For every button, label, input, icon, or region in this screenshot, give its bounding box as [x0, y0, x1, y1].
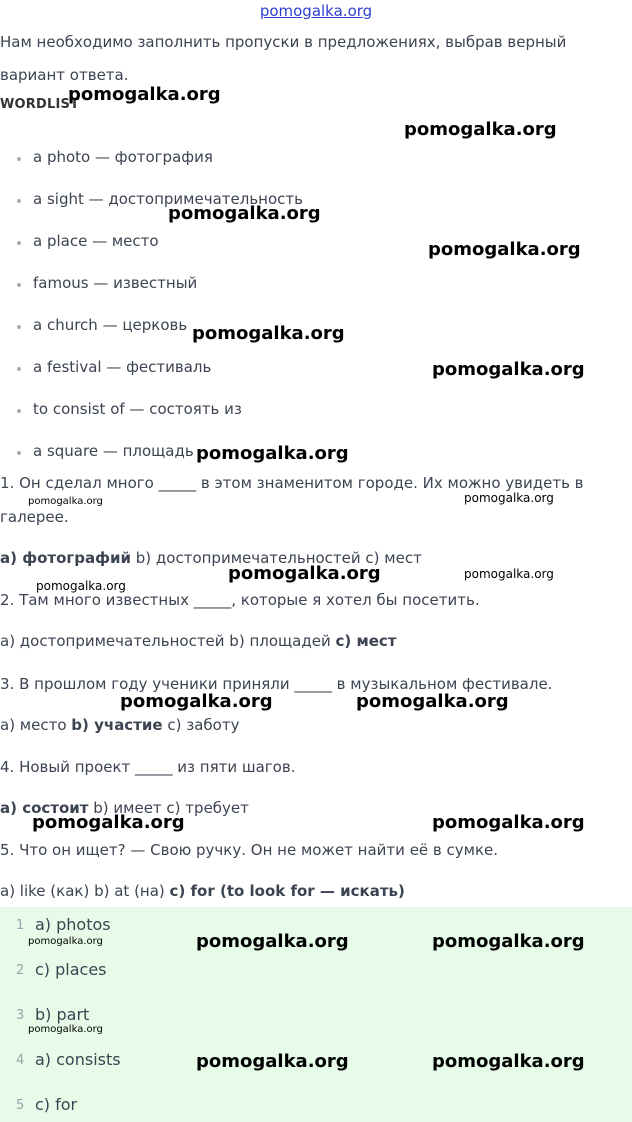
question-5-text: 5. Что он ищет? — Свою ручку. Он не может найти её в сумке. — [0, 841, 499, 859]
watermark: pomogalka.org — [28, 1024, 103, 1035]
wordlist-item: a place — место — [33, 232, 159, 250]
watermark: pomogalka.org — [120, 691, 273, 712]
question-3-options — [0, 716, 239, 734]
watermark: pomogalka.org — [28, 936, 103, 947]
answer-number: 2 — [16, 963, 25, 978]
answer-number: 5 — [16, 1098, 25, 1113]
option-correct: а) состоит — [0, 799, 89, 817]
watermark: pomogalka.org — [432, 812, 585, 833]
bullet-icon — [17, 199, 21, 203]
watermark: pomogalka.org — [196, 931, 349, 952]
watermark: pomogalka.org — [428, 239, 581, 260]
question-1-text-cont: галерее. — [0, 508, 69, 526]
answer-number: 3 — [16, 1008, 25, 1023]
watermark: pomogalka.org — [28, 496, 103, 507]
watermark: pomogalka.org — [356, 691, 509, 712]
watermark: pomogalka.org — [196, 1051, 349, 1072]
answer-text: b) part — [35, 1005, 90, 1024]
watermark: pomogalka.org — [168, 203, 321, 224]
wordlist-item: a sight — достопримечательность — [33, 190, 303, 208]
option-correct: c) мест — [335, 632, 397, 650]
watermark: pomogalka.org — [68, 84, 221, 105]
option-rest: c) заботу — [162, 716, 240, 734]
option-correct: c) for (to look for — искать) — [169, 882, 405, 900]
answer-number: 1 — [16, 918, 25, 933]
bullet-icon — [17, 367, 21, 371]
answer-number: 4 — [16, 1053, 25, 1068]
option-rest: а) достопримечательностей b) площадей — [0, 632, 336, 650]
answer-text: c) places — [35, 960, 107, 979]
wordlist-item: a square — площадь — [33, 442, 194, 460]
watermark: pomogalka.org — [192, 323, 345, 344]
watermark: pomogalka.org — [464, 567, 554, 581]
watermark: pomogalka.org — [228, 563, 381, 584]
watermark: pomogalka.org — [196, 443, 349, 464]
question-4-text: 4. Новый проект _____ из пяти шагов. — [0, 758, 296, 776]
wordlist-item: famous — известный — [33, 274, 198, 292]
bullet-icon — [17, 325, 21, 329]
watermark: pomogalka.org — [432, 931, 585, 952]
watermark: pomogalka.org — [404, 119, 557, 140]
answer-text: a) consists — [35, 1050, 121, 1069]
intro-line-1: Нам необходимо заполнить пропуски в предложениях, выбрав верный — [0, 33, 567, 51]
answer-text: a) photos — [35, 915, 111, 934]
option-correct: b) участие — [71, 716, 163, 734]
watermark: pomogalka.org — [432, 1051, 585, 1072]
option-rest: b) достопримечательностей c) мест — [131, 549, 422, 567]
bullet-icon — [17, 283, 21, 287]
question-5-options — [0, 882, 405, 900]
wordlist-item: a photo — фотография — [33, 148, 213, 166]
bullet-icon — [17, 157, 21, 161]
bullet-icon — [17, 409, 21, 413]
wordlist-title: WORDLIST — [0, 97, 80, 112]
watermark: pomogalka.org — [36, 579, 126, 593]
question-1-text: 1. Он сделал много _____ в этом знаменитом городе. Их можно увидеть в — [0, 474, 584, 492]
answer-text: c) for — [35, 1095, 78, 1114]
site-link[interactable]: pomogalka.org — [259, 2, 373, 20]
question-2-options — [0, 632, 396, 650]
intro-line-2: вариант ответа. — [0, 66, 129, 84]
option-correct: а) фотографий — [0, 549, 131, 567]
watermark: pomogalka.org — [464, 491, 554, 505]
question-2-text: 2. Там много известных _____, которые я хотел бы посетить. — [0, 591, 480, 609]
wordlist-item: a festival — фестиваль — [33, 358, 212, 376]
option-rest: а) место — [0, 716, 72, 734]
wordlist-item: to consist of — состоять из — [33, 400, 242, 418]
option-rest: b) имеет c) требует — [88, 799, 249, 817]
watermark: pomogalka.org — [32, 812, 185, 833]
wordlist-item: a church — церковь — [33, 316, 188, 334]
option-rest: а) like (как) b) at (на) — [0, 882, 170, 900]
bullet-icon — [17, 241, 21, 245]
question-3-text: 3. В прошлом году ученики приняли _____ в музыкальном фестивале. — [0, 675, 553, 693]
watermark: pomogalka.org — [432, 359, 585, 380]
bullet-icon — [17, 451, 21, 455]
